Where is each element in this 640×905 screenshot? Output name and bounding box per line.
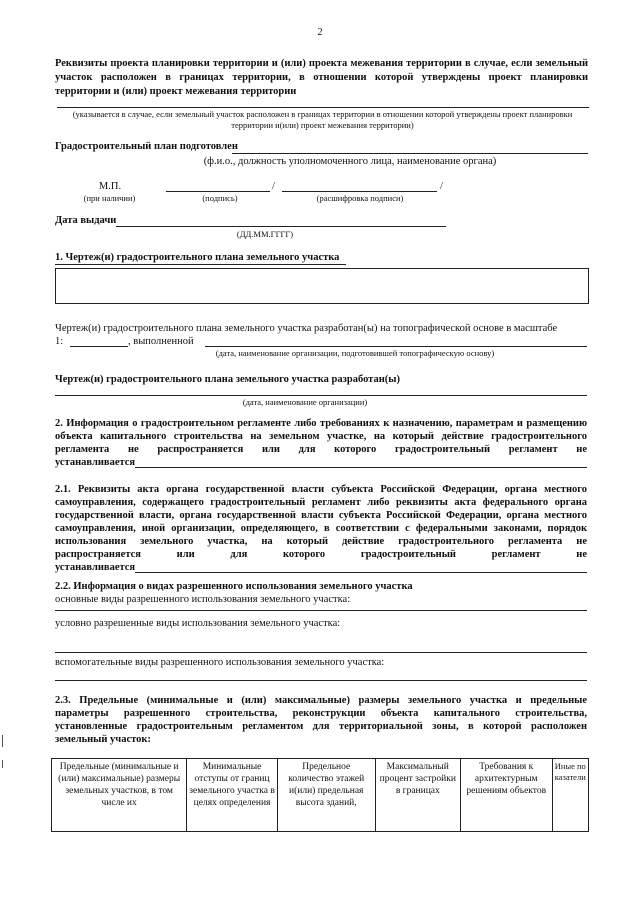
s23-line3: установленные градостроительным регламентом для территориальной зоны, в которой расположен	[55, 721, 587, 732]
s21-line4: самоуправления, иной организации, определяющего, в соответствии с федеральными законами, порядок	[55, 523, 587, 534]
section2-line	[135, 467, 587, 468]
requirements-table	[51, 758, 589, 832]
mp-hint: (при наличии)	[83, 193, 136, 203]
s22-main: основные виды разрешенного использования земельного участка:	[55, 594, 351, 605]
section2-line2: объекта капитального строительства на земельном участке, на который действие градостроительного	[55, 431, 587, 442]
scale-line	[70, 346, 128, 347]
table-header-cell: Максимальный процент застройки в границах	[375, 759, 460, 832]
table-header-cell: Минимальные отступы от границ земельного участка в целях определения	[187, 759, 278, 832]
requisites-underline	[57, 107, 589, 108]
drawing-box	[55, 268, 589, 304]
s21-line1: 2.1. Реквизиты акта органа государственной власти субъекта Российской Федерации, органа местного	[55, 484, 587, 495]
signature-line	[166, 191, 270, 192]
slash-1: /	[272, 181, 275, 192]
table-header-cell: Иные показатели	[552, 759, 588, 832]
decode-hint: (расшифровка подписи)	[316, 193, 404, 203]
slash-2: /	[440, 181, 443, 192]
s23-line2: параметры разрешенного строительства, реконструкции объекта капитального строительства,	[55, 708, 587, 719]
page-number: 2	[317, 27, 323, 38]
developed-hint: (дата, наименование организации)	[242, 397, 368, 407]
executed-label: , выполненной	[128, 336, 194, 347]
s21-line7: устанавливается	[55, 562, 136, 573]
developed-heading: Чертеж(и) градостроительного плана земельного участка разработан(ы)	[55, 374, 400, 385]
s22-auxiliary: вспомогательные виды разрешенного использования земельного участка:	[55, 657, 385, 668]
topo-line	[205, 346, 587, 347]
issue-date-line	[116, 226, 446, 227]
signature-hint: (подпись)	[202, 193, 238, 203]
prepared-label: Градостроительный план подготовлен	[55, 141, 238, 152]
s21-line3: государственной власти, органа государственной власти субъекта Российской Федерации, органа местного	[55, 510, 587, 521]
issue-date-label: Дата выдачи	[55, 215, 117, 226]
scale-label: 1:	[55, 336, 64, 347]
requisites-hint: (указывается в случае, если земельный участок расположен в границах территории в отношении которой утверждены проект планировки территории и(или) проект межевания территории)	[72, 109, 573, 130]
s22-auxiliary-line	[55, 680, 587, 681]
s21-line6: распространяется или для которого градостроительный регламент не	[55, 549, 587, 560]
section1-underline	[55, 264, 346, 265]
decode-line	[282, 191, 437, 192]
requisites-heading: Реквизиты проекта планировки территории и (или) проекта межевания территории в случае, если земельный участок расположен в границах территории, в отношении которой утверждены проект планировки территории и (или) проект межевания территории	[55, 58, 588, 97]
s22-conditional: условно разрешенные виды использования земельного участка:	[55, 618, 341, 629]
s22-heading: 2.2. Информация о видах разрешенного использования земельного участка	[55, 581, 413, 592]
developed-line	[55, 395, 587, 396]
s22-conditional-line	[55, 652, 587, 653]
section2-line4: устанавливается	[55, 457, 136, 468]
s23-line4: земельный участок:	[55, 734, 151, 745]
topo-hint: (дата, наименование организации, подготовившей топографическую основу)	[215, 348, 495, 358]
s21-line2: самоуправления, содержащего градостроительный регламент либо реквизиты акта федерального органа	[55, 497, 587, 508]
s22-main-line	[55, 610, 587, 611]
s21-line5: использования земельного участка, на который действие градостроительного регламента не	[55, 536, 587, 547]
table-header-row	[52, 759, 589, 832]
issue-date-hint: (ДД.ММ.ГГГГ)	[236, 229, 294, 239]
prepared-hint: (ф.и.о., должность уполномоченного лица, наименование органа)	[203, 156, 497, 167]
section2-line3: регламента не распространяется или для которого градостроительный регламент не	[55, 444, 587, 455]
mp-label: М.П.	[98, 181, 122, 192]
section1-heading: 1. Чертеж(и) градостроительного плана земельного участка	[55, 252, 340, 263]
drawing-topo-text: Чертеж(и) градостроительного плана земельного участка разработан(ы) на топографической основе в масштабе	[55, 323, 558, 334]
scan-edge-mark	[2, 760, 3, 768]
section2-line1: 2. Информация о градостроительном регламенте либо требованиях к назначению, параметрам и размещению	[55, 418, 587, 429]
table-header-cell: Предельное количество этажей и(или) предельная высота зданий,	[277, 759, 375, 832]
s21-line	[135, 572, 587, 573]
scan-edge-mark	[2, 735, 3, 747]
s23-line1: 2.3. Предельные (минимальные и (или) максимальные) размеры земельного участка и предельные	[55, 695, 587, 706]
prepared-underline	[232, 153, 588, 154]
table-header-cell: Требования к архитектурным решениям объектов	[460, 759, 552, 832]
table-header-cell: Предельные (минимальные и (или) максимальные) размеры земельных участков, в том числе их	[52, 759, 187, 832]
